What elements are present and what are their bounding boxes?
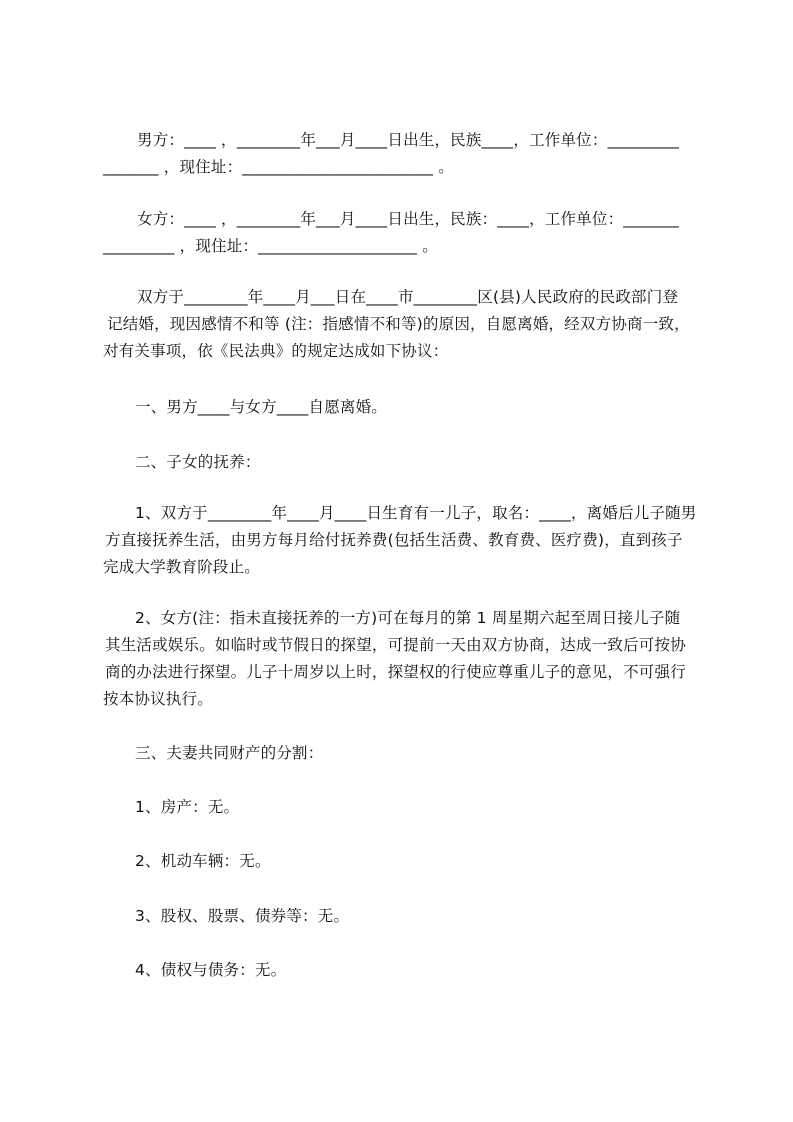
clause-3-3-securities [103,903,703,930]
text-line: 方直接抚养生活，由男方每月给付抚养费(包括生活费、教育费、医疗费)，直到孩子 [105,531,683,549]
text-line: 2、女方(注：指未直接抚养的一方)可在每月的第 1 周星期六起至周日接儿子随 [135,609,681,627]
text-line: 完成大学教育阶段止。 [103,558,261,576]
clause-2-2-visitation [103,605,703,713]
text-line: _________ ，现住址：____________________ 。 [103,237,439,255]
clause-2-1-custody [103,500,703,581]
text-line: 3、股权、股票、债券等：无。 [135,907,350,925]
clause-3-heading [103,740,703,767]
text-line: _______ ，现住址：________________________ 。 [103,158,454,176]
clause-2-heading [103,449,703,476]
text-line: 商的办法进行探望。儿子十周岁以上时，探望权的行使应尊重儿子的意见，不可强行 [105,663,686,681]
text-line: 二、子女的抚养： [135,453,261,471]
text-line: 记结婚，现因感情不和等 (注：指感情不和等)的原因，自愿离婚，经双方协商一致， [107,315,690,333]
text-line: 4、债权与债务：无。 [135,961,287,979]
clause-3-1-property [103,794,703,821]
text-line: 三、夫妻共同财产的分割： [135,744,324,762]
text-line: 1、房产：无。 [135,798,240,816]
clause-1-divorce [103,394,703,421]
text-line: 双方于________年____月___日在____市________区(县)人民政府的民政部门登 [137,288,679,306]
text-line: 对有关事项，依《民法典》的规定达成如下协议： [103,342,449,360]
text-line: 女方：____ ，________年___月____日出生，民族：____，工作单位：_______ [137,210,679,228]
clause-3-4-debts [103,957,703,984]
paragraph-marriage-registration [103,284,703,365]
text-line: 一、男方____与女方____自愿离婚。 [135,398,388,416]
text-line: 按本协议执行。 [103,690,213,708]
clause-3-2-vehicles [103,848,703,875]
paragraph-woman-info [103,206,703,260]
text-line: 男方：____ ，________年___月____日出生，民族____，工作单位：_________ [137,131,680,149]
text-line: 其生活或娱乐。如临时或节假日的探望，可提前一天由双方协商，达成一致后可按协 [105,636,686,654]
paragraph-man-info [103,127,703,181]
text-line: 2、机动车辆：无。 [135,852,271,870]
text-line: 1、双方于________年____月____日生育有一儿子，取名：____，离婚后儿子随男 [135,504,697,522]
